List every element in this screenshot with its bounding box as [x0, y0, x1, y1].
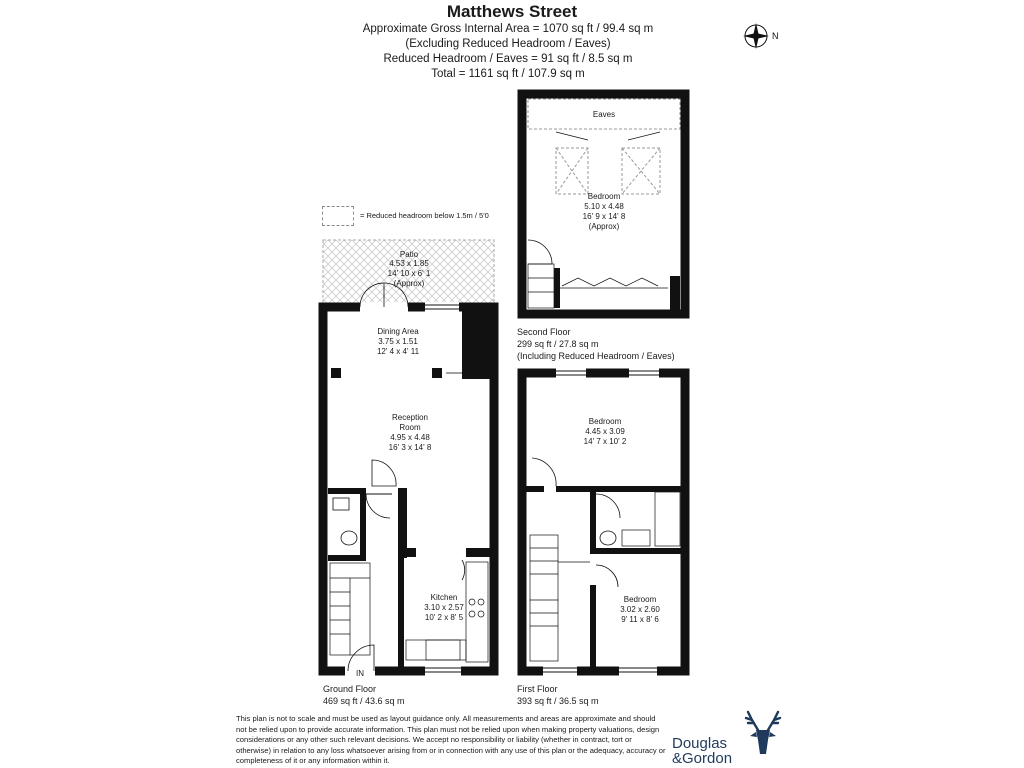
- second-floor-caption: [517, 326, 675, 362]
- dining-metric: 3.75 x 1.51: [378, 337, 418, 346]
- area-line: Approximate Gross Internal Area = 1070 sq ft / 99.4 sq m: [362, 23, 654, 35]
- ground-floor-area: 469 sq ft / 43.6 sq m: [323, 696, 405, 706]
- entrance-label: IN: [356, 669, 364, 678]
- brand-line-2: &Gordon: [672, 750, 733, 767]
- first-floor-area: 393 sq ft / 36.5 sq m: [517, 696, 599, 706]
- legend-text: = Reduced headroom below 1.5m / 5'0: [360, 210, 489, 220]
- patio-label: Patio: [399, 250, 419, 259]
- area-line: Total = 1161 sq ft / 107.9 sq m: [431, 68, 585, 80]
- dining-imperial: 12' 4 x 4' 11: [376, 347, 420, 356]
- brand-line-1: Douglas: [672, 735, 728, 752]
- second-floor-note: (Including Reduced Headroom / Eaves): [517, 351, 675, 361]
- stag-logo-icon: [738, 708, 788, 758]
- second-floor-label: Second Floor: [517, 327, 571, 337]
- reception-label-2: Room: [399, 423, 421, 432]
- disclaimer-text: This plan is not to scale and must be used as layout guidance only. All measurements and areas are approximate and should not be relied upon to provide accurate information. This plan must not be relied upon when making property valuations, design considerations or any other such relevant decisions. We accept no responsibility or liability (whether in contract, tort or otherwise) in relation to any loss whatsoever arising from or in connection with any use of this plan or the adequacy, accuracy or completeness of it or any information within it.: [236, 714, 666, 766]
- kitchen-label: Kitchen: [430, 593, 458, 602]
- area-line: (Excluding Reduced Headroom / Eaves): [405, 38, 611, 50]
- sf-bedroom-metric: 5.10 x 4.48: [584, 202, 624, 211]
- plan-title: Matthews Street: [446, 2, 578, 21]
- reception-label: Reception: [391, 413, 429, 422]
- reception-metric: 4.95 x 4.48: [390, 433, 430, 442]
- compass-north-label: N: [772, 31, 779, 41]
- bedroom1-metric: 4.45 x 3.09: [585, 427, 625, 436]
- eaves-label: Eaves: [592, 110, 616, 119]
- ground-floor-label: Ground Floor: [323, 684, 377, 694]
- area-line: Reduced Headroom / Eaves = 91 sq ft / 8.5 sq m: [383, 53, 633, 65]
- kitchen-metric: 3.10 x 2.57: [424, 603, 464, 612]
- ground-floor-plan: [323, 240, 494, 678]
- first-floor-label: First Floor: [517, 684, 558, 694]
- bedroom2-imperial: 9' 11 x 8' 6: [621, 615, 659, 624]
- reception-imperial: 16' 3 x 14' 8: [388, 443, 432, 452]
- dining-label: Dining Area: [377, 327, 419, 336]
- brand-name: [672, 736, 732, 766]
- sf-bedroom-approx: (Approx): [588, 222, 620, 231]
- patio-approx: (Approx): [393, 279, 425, 288]
- first-floor-plan: [522, 368, 686, 676]
- patio-metric: 4.53 x 1.85: [389, 259, 429, 268]
- patio-imperial: 14' 10 x 6' 1: [387, 269, 431, 278]
- second-floor-plan: [522, 94, 685, 314]
- sf-bedroom-imperial: 16' 9 x 14' 8: [582, 212, 626, 221]
- bedroom1-imperial: 14' 7 x 10' 2: [583, 437, 627, 446]
- second-floor-area: 299 sq ft / 27.8 sq m: [517, 339, 599, 349]
- bedroom1-label: Bedroom: [588, 417, 622, 426]
- bedroom2-label: Bedroom: [623, 595, 657, 604]
- bedroom2-metric: 3.02 x 2.60: [620, 605, 660, 614]
- first-floor-caption: [517, 683, 599, 707]
- sf-bedroom-label: Bedroom: [587, 192, 621, 201]
- kitchen-imperial: 10' 2 x 8' 5: [424, 613, 464, 622]
- ground-floor-caption: [323, 683, 405, 707]
